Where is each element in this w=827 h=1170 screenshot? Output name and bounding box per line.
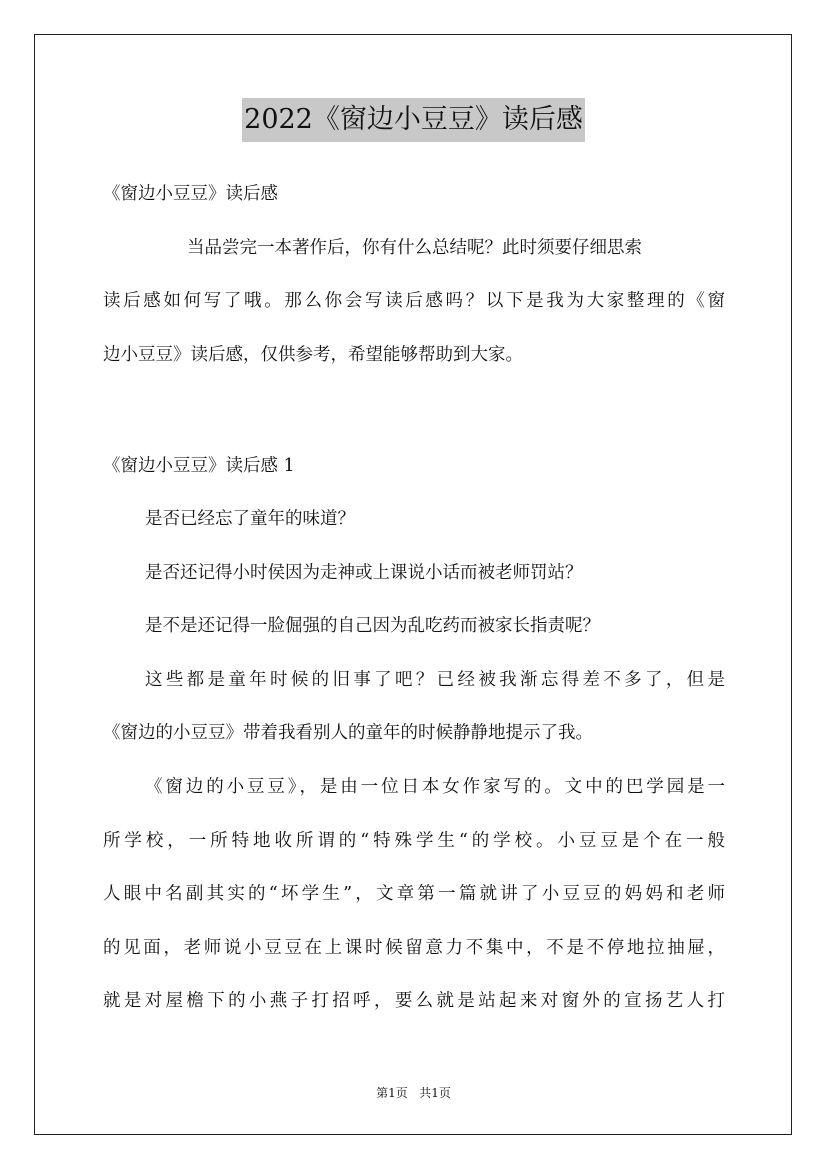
para3-line-1-text: 《窗边的小豆豆》，是由一位日本女作家写的。文中的巴学园是一 [145, 777, 725, 797]
document-title: 2022《窗边小豆豆》读后感 [242, 98, 585, 142]
para2-line-1 [145, 668, 725, 692]
section-heading: 《窗边小豆豆》读后感 1 [103, 456, 295, 476]
question-2: 是否还记得小时侯因为走神或上课说小话而被老师罚站？ [145, 563, 583, 583]
para3-line-4 [103, 936, 725, 960]
para3-line-3 [103, 882, 725, 906]
intro-line-1: 当品尝完一本著作后，你有什么总结呢？此时须要仔细思索 [187, 238, 642, 258]
footer-page-total: 共1页 [419, 1086, 451, 1100]
para3-line-2-text: 所学校，一所特地收所谓的“特殊学生“的学校。小豆豆是个在一般 [103, 831, 725, 851]
para3-line-3-text: 人眼中名副其实的“坏学生”，文章第一篇就讲了小豆豆的妈妈和老师 [103, 884, 725, 904]
para3-line-5 [103, 989, 725, 1013]
para3-line-2 [103, 829, 725, 853]
para2-line-2: 《窗边的小豆豆》带着我看别人的童年的时候静静地提示了我。 [103, 723, 593, 743]
intro-line-3: 边小豆豆》读后感，仅供参考，希望能够帮助到大家。 [103, 345, 523, 365]
document-subtitle: 《窗边小豆豆》读后感 [103, 184, 278, 204]
para3-line-4-text: 的见面，老师说小豆豆在上课时候留意力不集中，不是不停地拉抽屉， [103, 938, 725, 958]
para3-line-1 [145, 775, 725, 799]
intro-line-2 [103, 289, 725, 313]
intro-line-2-text: 读后感如何写了哦。那么你会写读后感吗？以下是我为大家整理的《窗 [103, 291, 725, 311]
question-1: 是否已经忘了童年的味道？ [145, 509, 355, 529]
title-wrap [0, 98, 827, 142]
page-footer [0, 1085, 827, 1101]
para3-line-5-text: 就是对屋檐下的小燕子打招呼，要么就是站起来对窗外的宣扬艺人打 [103, 991, 725, 1011]
footer-page-number: 第1页 [376, 1086, 408, 1100]
para2-line-1-text: 这些都是童年时候的旧事了吧？已经被我渐忘得差不多了，但是 [145, 670, 725, 690]
question-3: 是不是还记得一脸倔强的自己因为乱吃药而被家长指责呢？ [145, 616, 600, 636]
